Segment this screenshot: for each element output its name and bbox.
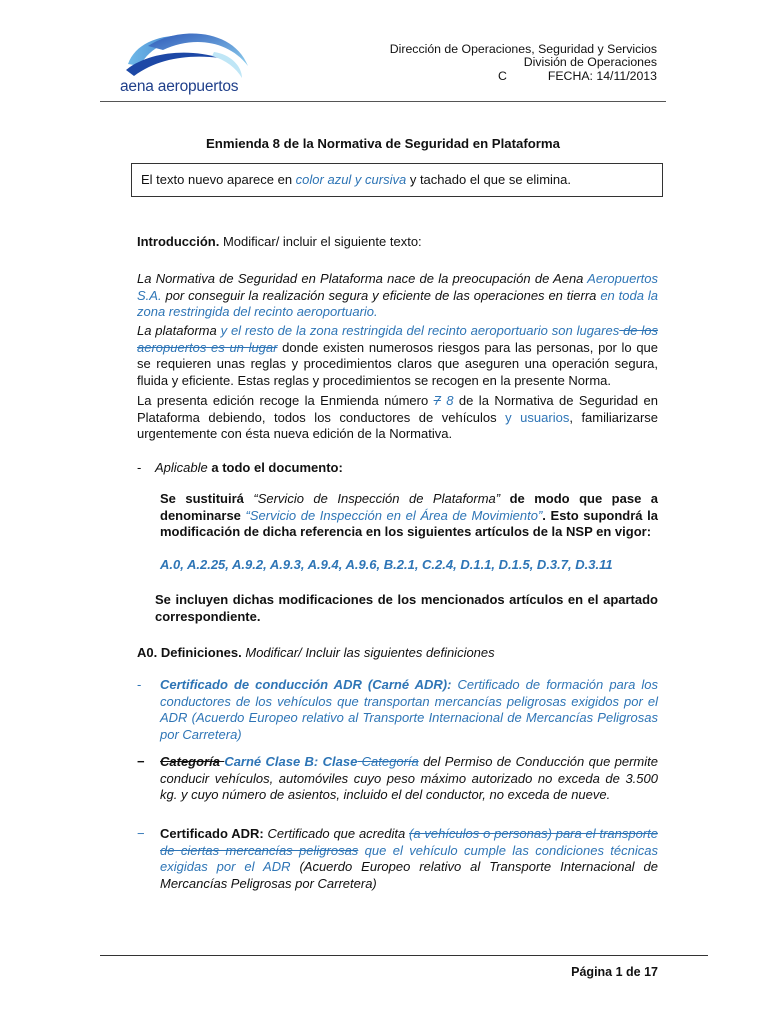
header-code: C [498, 68, 507, 83]
deleted-text: (a vehículos o personas) para el transporte de ciertas mercancías peligrosas [160, 826, 658, 858]
aplicable-item: - Aplicable a todo el documento: [137, 460, 343, 475]
header-division: División de Operaciones [523, 55, 657, 70]
header-date: FECHA: 14/11/2013 [547, 68, 657, 83]
header-info [330, 43, 657, 83]
incluyen-paragraph: Se incluyen dichas modificaciones de los mencionados artículos en el apartado correspondiente. [155, 592, 658, 624]
intro-heading: Introducción. Modificar/ incluir el siguiente texto: [137, 234, 422, 249]
aena-swoosh-icon [118, 26, 268, 80]
header-code-date [330, 70, 657, 83]
page-number: Página 1 de 17 [571, 965, 658, 979]
deleted-text: Categoría [357, 754, 419, 769]
legend-box [131, 163, 663, 197]
definition-item: − Certificado ADR: Certificado que acredita (a vehículos o personas) para el transporte de ciertas mercancías peligrosas que el vehículo cumple las condiciones técnicas exigidas por el ADR (Acuerdo Europeo relativo al Transporte Internacional de Mercancías Peligrosas por Carretera) [137, 826, 658, 891]
header-divider [100, 101, 666, 102]
substitution-paragraph: Se sustituirá “Servicio de Inspección de Plataforma” de modo que pase a denominarse “Servicio de Inspección en el Área de Movimiento”. Esto supondrá la modificación de dicha referencia en los siguientes artículos de la NSP en vigor: [160, 491, 659, 539]
deleted-text: Categoría [160, 754, 225, 769]
definition-item: - Certificado de conducción ADR (Carné ADR): Certificado de formación para los conductores de los vehículos que transportan mercancías peligrosas exigidos por el ADR (Acuerdo Europeo relativo al Transporte Internacional de Mercancías Peligrosas por Carretera) [137, 677, 658, 742]
legend-text: El texto nuevo aparece en color azul y cursiva y tachado el que se elimina. [141, 172, 571, 187]
definition-item: − Categoría Carné Clase B: Clase Categoría del Permiso de Conducción que permite conducir vehículos, automóviles cuyo peso máximo autorizado no exceda de 3.500 kg. y cuyo número de asientos, incluido el del conductor, no exceda de nueve. [137, 754, 658, 802]
footer-divider [100, 955, 708, 956]
definitions-heading: A0. Definiciones. Modificar/ Incluir las siguientes definiciones [137, 645, 495, 660]
article-list: A.0, A.2.25, A.9.2, A.9.3, A.9.4, A.9.6, B.2.1, C.2.4, D.1.1, D.1.5, D.3.7, D.3.11 [160, 557, 613, 572]
deleted-text: 7 [433, 393, 441, 408]
legend-blue-sample: color azul y cursiva [295, 172, 407, 187]
aena-logo [118, 26, 268, 98]
intro-paragraph-3: La presenta edición recoge la Enmienda número 7 8 de la Normativa de Seguridad en Plataforma debiendo, todos los conductores de vehículos y usuarios, familiarizarse urgentemente con ésta nueva edición de la Normativa. [137, 393, 659, 441]
header-directorate: Dirección de Operaciones, Seguridad y Servicios [389, 42, 657, 56]
deleted-text: de los aeropuertos es un lugar [137, 323, 658, 355]
intro-paragraph-2: La plataforma y el resto de la zona restringida del recinto aeroportuario son lugares de los aeropuertos es un lugar donde existen numerosos riesgos para las personas, por lo que se requieren unas reglas y procedimientos claros que aseguren una operación segura, fluida y eficiente. Estas reglas y procedimientos se recogen en la presente Norma. [137, 323, 659, 388]
document-title: Enmienda 8 de la Normativa de Seguridad en Plataforma [206, 136, 560, 151]
logo-text: aena aeropuertos [120, 78, 239, 95]
intro-paragraph-1: La Normativa de Seguridad en Plataforma nace de la preocupación de Aena Aeropuertos S.A. por conseguir la realización segura y eficiente de las operaciones en tierra en toda la zona restringida del recinto aeroportuario. [137, 271, 658, 319]
